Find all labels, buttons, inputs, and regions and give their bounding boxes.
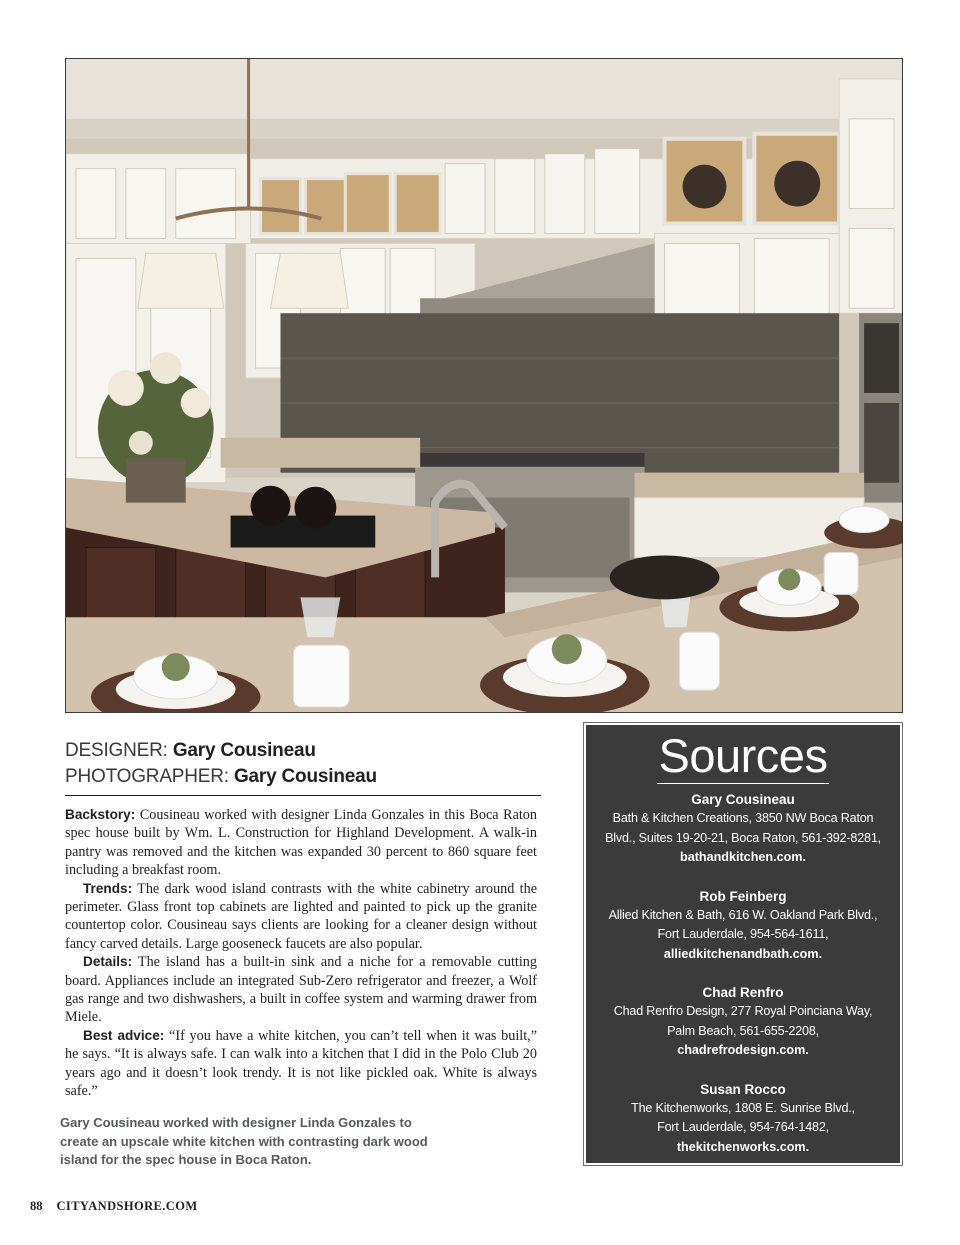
sources-title: Sources [658, 729, 828, 782]
advice-paragraph [65, 1027, 537, 1101]
source-address-line: Fort Lauderdale, 954-564-1611, [657, 927, 829, 941]
source-website-row: bathandkitchen.com. [680, 850, 806, 864]
sources-panel [583, 722, 903, 1166]
backstory-text: Cousineau worked with designer Linda Gonzales in this Boca Raton spec house built by Wm. L. Construction for Highland Development. A walk-in pantry was removed and the kitchen was expanded 30 percent to 860 square feet including a breakfast room. [65, 807, 537, 879]
source-website-row: thekitchenworks.com. [676, 1139, 810, 1154]
trends-paragraph [65, 880, 537, 954]
photographer-credit [65, 764, 541, 790]
source-address-line: The Kitchenworks, 1808 E. Sunrise Blvd., [631, 1100, 855, 1115]
article-body [65, 806, 537, 1101]
source-website-row: alliedkitchenandbath.com. [663, 946, 823, 961]
page-number: 88 [30, 1199, 43, 1213]
credits-block [65, 738, 541, 796]
source-website-row: chadrefrodesign.com. [677, 1043, 809, 1057]
source-entry [586, 887, 900, 965]
source-address-line: Allied Kitchen & Bath, 616 W. Oakland Park Blvd., [608, 907, 878, 922]
source-address-line: Fort Lauderdale, 954-764-1482, [657, 1120, 829, 1134]
credits-divider [65, 795, 541, 796]
source-name: Rob Feinberg [699, 888, 787, 904]
advice-text: “If you have a white kitchen, you can’t tell when it was built,” he says. “It is always safe. I can walk into a kitchen that I did in the Polo Club 20 years ago and it doesn’t look trendy. It is not like pickled oak. White is always safe.” [65, 1027, 538, 1100]
source-address-line: Palm Beach, 561-655-2208, [667, 1023, 819, 1038]
advice-lead: Best advice: [83, 1027, 165, 1043]
kitchen-photo [65, 58, 903, 713]
source-website-link[interactable]: bathandkitchen.com [680, 850, 803, 864]
page-footer [30, 1199, 198, 1214]
source-name: Gary Cousineau [691, 792, 795, 807]
source-website-link[interactable]: alliedkitchenandbath.com [663, 946, 819, 961]
backstory-paragraph [65, 806, 537, 880]
designer-name: Gary Cousineau [172, 740, 316, 761]
source-address-line: Blvd., Suites 19-20-21, Boca Raton, 561-392-8281, [605, 830, 881, 845]
kitchen-illustration [66, 59, 902, 712]
source-address-line: Chad Renfro Design, 277 Royal Poinciana Way, [613, 1004, 873, 1018]
source-name: Chad Renfro [702, 985, 784, 1000]
backstory-lead: Backstory: [65, 807, 136, 822]
details-paragraph [65, 953, 537, 1027]
source-entry [586, 983, 900, 1061]
source-address-line: Bath & Kitchen Creations, 3850 NW Boca Raton [612, 811, 874, 825]
trends-text: The dark wood island contrasts with the white cabinetry around the perimeter. Glass front top cabinets are lighted and painted to pick up the granite countertop color. Cousineau says clients are looking for a cleaner design without fancy carved details. Large gooseneck faucets are also popular. [65, 880, 537, 952]
photographer-name: Gary Cousineau [233, 766, 377, 787]
trends-lead: Trends: [83, 880, 133, 896]
designer-role: DESIGNER: [65, 740, 168, 761]
details-text: The island has a built-in sink and a niche for a removable cutting board. Appliances include an integrated Sub-Zero refrigerator and freezer, a Wolf gas range and two dishwashers, a built in coffee system and warming drawer from Miele. [65, 954, 537, 1026]
source-name: Susan Rocco [700, 1081, 786, 1097]
sources-box [586, 725, 900, 1163]
source-entry [586, 790, 900, 868]
designer-credit [65, 738, 541, 764]
source-entry [586, 1080, 900, 1158]
source-website-link[interactable]: chadrefrodesign.com [677, 1043, 806, 1057]
photographer-role: PHOTOGRAPHER: [65, 766, 229, 787]
photo-caption: Gary Cousineau worked with designer Linda Gonzales to create an upscale white kitchen with contrasting dark wood island for the spec house in Boca Raton. [60, 1115, 428, 1167]
details-lead: Details: [83, 954, 133, 970]
footer-site[interactable]: CITYANDSHORE.COM [56, 1199, 198, 1213]
source-website-link[interactable]: thekitchenworks.com [676, 1139, 806, 1154]
